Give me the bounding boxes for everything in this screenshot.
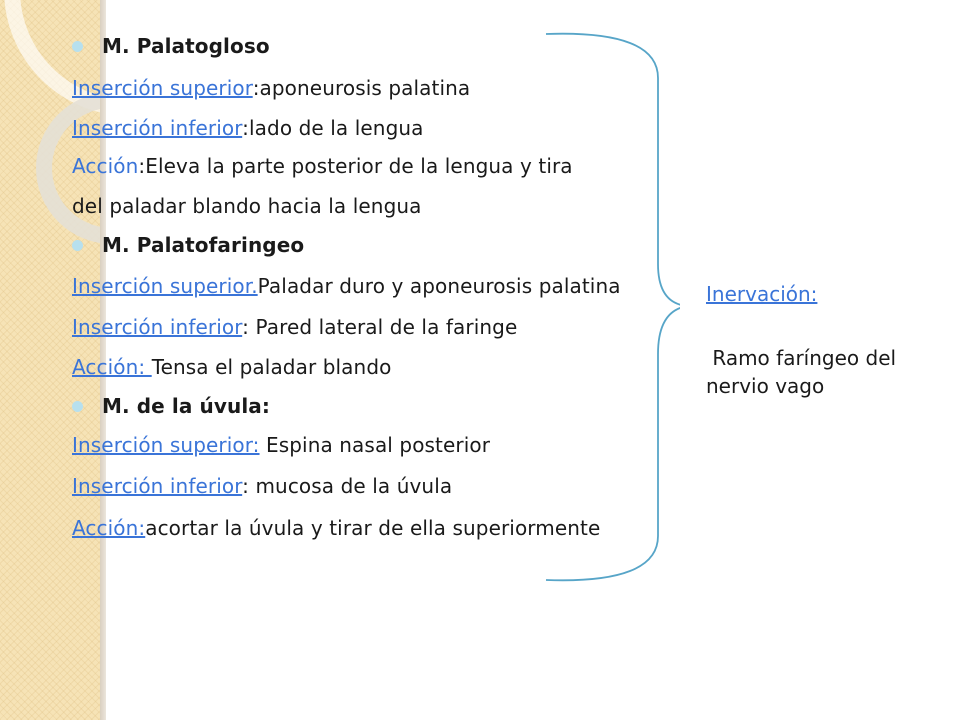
innervation-label[interactable]: Inervación: [706,282,818,306]
continuation-text: del paladar blando hacia la lengua [72,194,422,218]
line-text: :aponeurosis palatina [252,76,471,100]
line-text: :Eleva la parte posterior de la lengua y tira [138,154,573,178]
muscle-line [72,353,391,381]
line-text: acortar la úvula y tirar de ella superiormente [145,516,601,540]
line-text: Espina nasal posterior [259,433,491,457]
term-link[interactable]: Inserción inferior [72,315,243,339]
muscle-line [72,152,573,180]
line-text: : mucosa de la úvula [242,474,453,498]
term-link[interactable]: Inserción inferior [72,116,243,140]
term-link[interactable]: Acción [72,154,139,178]
muscle-title: M. de la úvula: [102,394,270,418]
line-text: :lado de la lengua [242,116,424,140]
muscle-title: M. Palatogloso [102,34,270,58]
line-text: Paladar duro y aponeurosis palatina [257,274,621,298]
muscle-line [72,313,517,341]
muscle-line [72,74,470,102]
term-link[interactable]: Inserción superior. [72,274,258,298]
muscle-line [72,272,621,300]
muscle-line [72,472,452,500]
term-link[interactable]: Inserción inferior [72,474,243,498]
bullet-icon [72,240,83,251]
innervation-text: Ramo faríngeo del nervio vago [706,346,903,398]
line-text: Tensa el paladar blando [151,355,392,379]
line-text: : Pared lateral de la faringe [242,315,518,339]
muscle-line [72,114,424,142]
bullet-icon [72,41,83,52]
muscle-title: M. Palatofaringeo [102,233,305,257]
bullet-icon [72,401,83,412]
muscle-line [72,514,600,542]
term-link[interactable]: Acción: [72,516,146,540]
term-link[interactable]: Inserción superior: [72,433,260,457]
right-brace [540,20,680,600]
term-link[interactable]: Inserción superior [72,76,253,100]
term-link[interactable]: Acción: [72,355,152,379]
muscle-line [72,431,490,459]
